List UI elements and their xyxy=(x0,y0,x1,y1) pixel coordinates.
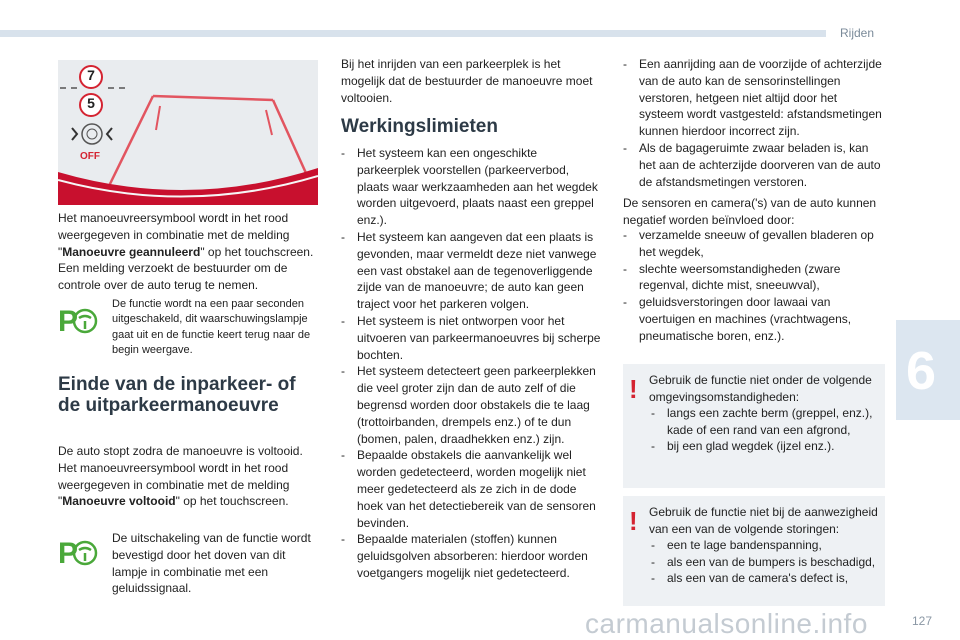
sensor-conditions-list xyxy=(623,227,885,345)
warning-box-faults xyxy=(623,496,885,606)
paragraph-completed xyxy=(58,443,320,510)
text-segment: De auto stopt zodra de manoeuvre is voltooid. Het manoeuvreersymbool wordt in het rood weergegeven in combinatie met de melding " xyxy=(58,444,303,509)
text-segment: " op het touchscreen. xyxy=(200,244,314,259)
warning-box-environment xyxy=(623,364,885,488)
text-bold: Manoeuvre voltooid xyxy=(62,494,176,509)
text-segment: Een melding verzoekt de bestuurder om de controle over de auto terug te nemen. xyxy=(58,261,288,293)
list-item: - Bepaalde materialen (stoffen) kunnen geluidsgolven absorberen: hierdoor worden voetgangers mogelijk niet gedetecteerd. xyxy=(341,531,603,581)
warning-intro: Gebruik de functie niet onder de volgende omgevingsomstandigheden: xyxy=(649,373,872,404)
paragraph-sensors: De sensoren en camera('s) van de auto kunnen negatief worden beïnvloed door: xyxy=(623,196,877,227)
text-segment: " op het touchscreen. xyxy=(175,494,289,509)
text-segment: Het manoeuvreersymbool wordt in het rood weergegeven in combinatie met de melding " xyxy=(58,211,290,259)
parking-assist-icon xyxy=(58,535,98,569)
svg-text:P: P xyxy=(58,537,79,569)
list-item: - verzamelde sneeuw of gevallen bladeren op het wegdek, xyxy=(623,227,885,261)
list-item: - Het systeem detecteert geen parkeerplekken die veel groter zijn dan de auto zelf of die begrensd worden door obstakels die te laag (trottoirbanden, drempels enz.) of te dun (bomen, palen, draadhekken enz.) zijn. xyxy=(341,363,603,447)
list-item: - Als de bagageruimte zwaar beladen is, kan het aan de achterzijde doorveren van de auto de afstandsmetingen verstoren. xyxy=(623,140,885,190)
paragraph-cancelled xyxy=(58,210,320,294)
warning-intro: Gebruik de functie niet bij de aanwezigheid van een van de volgende storingen: xyxy=(649,505,878,536)
top-bar xyxy=(0,30,826,37)
text-bold: Manoeuvre geannuleerd xyxy=(62,244,201,259)
list-item: - Het systeem kan een ongeschikte parkeerplek voorstellen (parkeerverbod, plaats waar werkzaamheden aan het wegdek worden uitgevoerd, plaats naast een greppel enz.). xyxy=(341,145,603,229)
list-item: - als een van de bumpers is beschadigd, xyxy=(649,554,879,571)
svg-text:P: P xyxy=(58,305,79,337)
watermark: carmanualsonline.info xyxy=(585,608,868,639)
section-title: Rijden xyxy=(840,26,875,40)
off-label: OFF xyxy=(80,151,100,162)
list-item: - als een van de camera's defect is, xyxy=(649,570,879,587)
list-item: - langs een zachte berm (greppel, enz.), kade of een rand van een afgrond, xyxy=(649,405,879,438)
limits-list xyxy=(341,145,603,582)
badge-7: 7 xyxy=(87,67,95,83)
list-item: - slechte weersomstandigheden (zware regenval, dichte mist, sneeuwval), xyxy=(623,261,885,295)
parking-camera-figure xyxy=(58,60,318,205)
parking-assist-icon xyxy=(58,303,98,337)
page-number: 127 xyxy=(912,614,933,628)
warning-icon: ! xyxy=(629,506,638,536)
note-deactivation: De uitschakeling van de functie wordt bevestigd door het doven van dit lampje in combinatie met een geluidssignaal. xyxy=(112,531,311,596)
note-auto-off: De functie wordt na een paar seconden uitgeschakeld, dit waarschuwingslampje gaat uit en de functie keert terug naar de begin weergave. xyxy=(112,298,311,357)
list-item: - bij een glad wegdek (ijzel enz.). xyxy=(649,438,879,455)
list-item: - Het systeem is niet ontworpen voor het uitvoeren van parkeermanoeuvres bij scherpe bochten. xyxy=(341,313,603,363)
badge-5: 5 xyxy=(87,95,95,111)
list-item: - geluidsverstoringen door lawaai van voertuigen en machines (vrachtwagens, pneumatische boren, enz.). xyxy=(623,294,885,344)
heading-limits: Werkingslimieten xyxy=(341,116,498,137)
list-item: - Bepaalde obstakels die aanvankelijk wel worden gedetecteerd, worden mogelijk niet meer gedetecteerd als ze zich in de dode hoek van het detectiebereik van de sensoren bevinden. xyxy=(341,447,603,531)
warning-icon: ! xyxy=(629,374,638,404)
list-item: - Een aanrijding aan de voorzijde of achterzijde van de auto kan de sensorinstellingen verstoren, hetgeen niet altijd door het systeem wordt vastgesteld: afstandsmetingen kunnen hierdoor incorrect zijn. xyxy=(623,56,885,140)
list-item: - Het systeem kan aangeven dat een plaats is gevonden, maar vermeldt deze niet vanwege een vast obstakel aan de tegenoverliggende zijde van de manoeuvre; de auto kan geen traject voor het parkeren volgen. xyxy=(341,229,603,313)
sensor-issues-list xyxy=(623,56,885,190)
heading-end-manoeuvre: Einde van de inparkeer- of de uitparkeermanoeuvre xyxy=(58,374,296,416)
paragraph-intro: Bij het inrijden van een parkeerplek is het mogelijk dat de bestuurder de manoeuvre moet voltooien. xyxy=(341,57,593,105)
list-item: - een te lage bandenspanning, xyxy=(649,537,879,554)
chapter-number: 6 xyxy=(906,341,937,401)
